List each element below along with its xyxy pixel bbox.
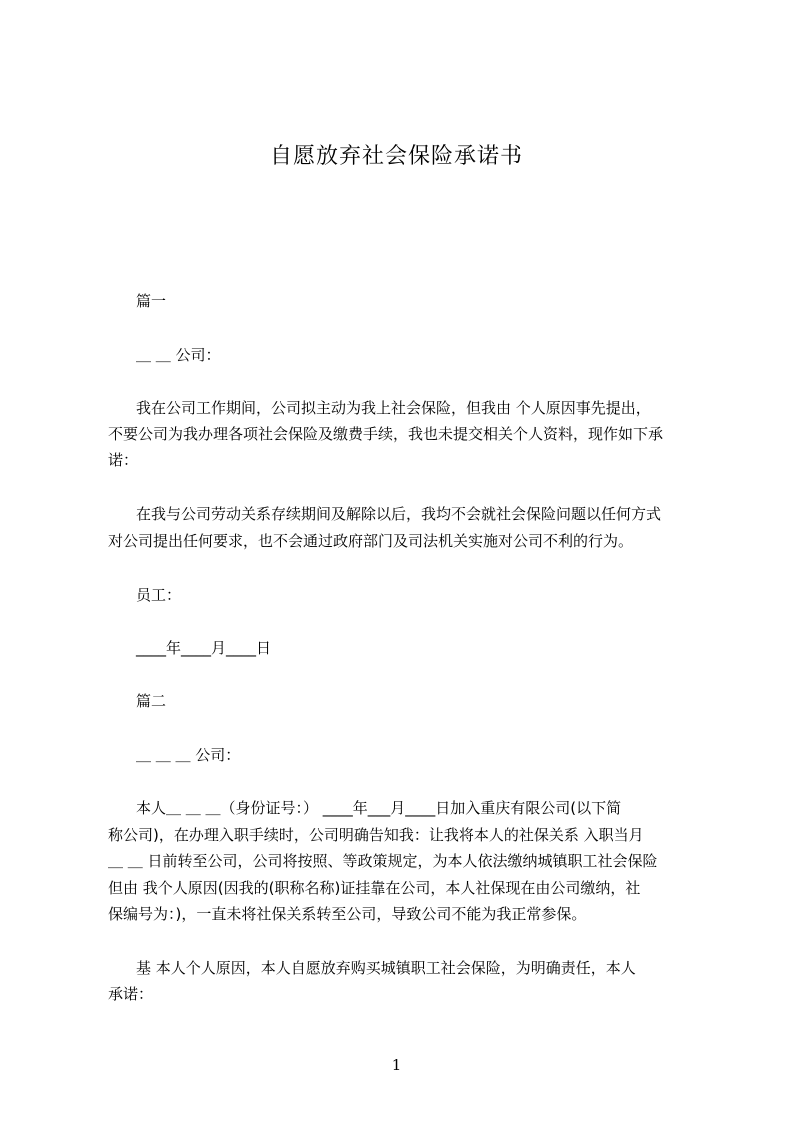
- section1-para1-line3: 诺：: [108, 451, 139, 469]
- section2-heading: 篇二: [136, 692, 167, 710]
- document-title: 自愿放弃社会保险承诺书: [269, 144, 523, 169]
- section1-para1-line1: 我在公司工作期间，公司拟主动为我上社会保险，但我由 个人原因事先提出，: [136, 399, 651, 417]
- section2-para1-line5: 保编号为：)，一直未将社保关系转至公司，导致公司不能为我正常参保。: [108, 905, 587, 923]
- section1-para1-line2: 不要公司为我办理各项社会保险及缴费手续，我也未提交相关个人资料，现作如下承: [108, 425, 664, 443]
- section1-salutation: ＿ ＿ 公司：: [136, 346, 221, 364]
- section1-para2-line2: 对公司提出任何要求，也不会通过政府部门及司法机关实施对公司不利的行为。: [108, 532, 634, 550]
- section2-para1-line3: ＿ ＿ 日前转至公司，公司将按照、等政策规定，为本人依法缴纳城镇职工社会保险: [108, 852, 658, 870]
- section2-salutation: ＿ ＿ ＿ 公司：: [136, 746, 241, 764]
- section2-para1-line4: 但由 我个人原因(因我的(职称名称)证挂靠在公司，本人社保现在由公司缴纳，社: [108, 879, 641, 897]
- employee-label: 员工：: [136, 586, 182, 604]
- section1-para2-line1: 在我与公司劳动关系存续期间及解除以后，我均不会就社会保险问题以任何方式: [136, 505, 662, 523]
- page-number: 1: [391, 1056, 402, 1074]
- section2-para1-line2: 称公司)，在办理入职手续时，公司明确告知我：让我将本人的社保关系 入职当月: [108, 826, 644, 844]
- section2-para2-line1: 基 本人个人原因，本人自愿放弃购买城镇职工社会保险，为明确责任，本人: [136, 959, 636, 977]
- section2-para2-line2: 承诺：: [108, 985, 154, 1003]
- date-line: ____年____月____日: [136, 639, 272, 657]
- section1-heading: 篇一: [136, 292, 167, 310]
- section2-para1-line1: 本人＿ ＿ ＿（身份证号：） ____年___月____日加入重庆有限公司(以下简: [136, 799, 622, 817]
